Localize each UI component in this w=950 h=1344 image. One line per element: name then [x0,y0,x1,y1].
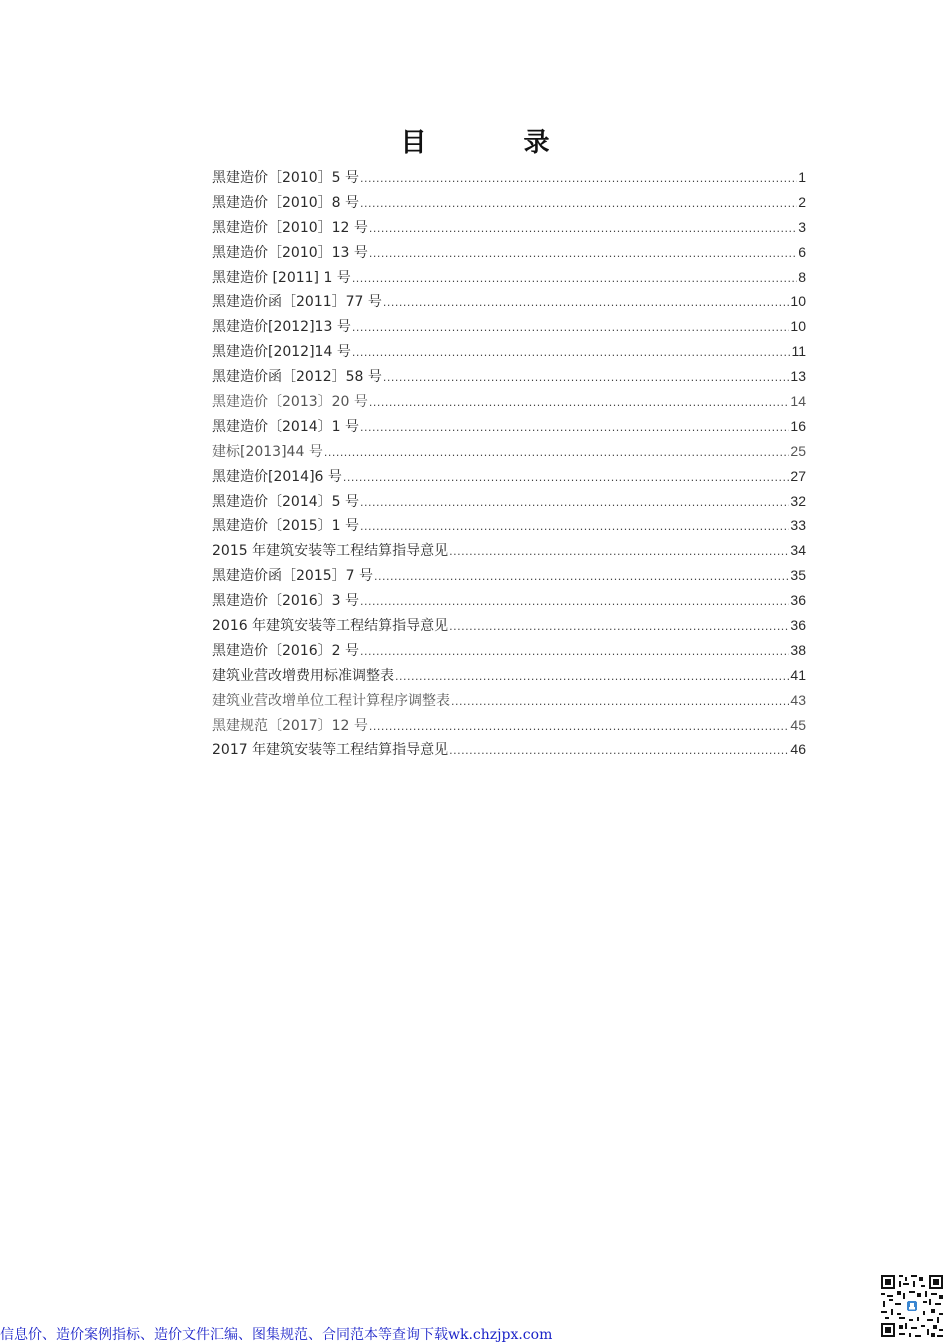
toc-dot-leader [360,192,797,217]
toc-dot-leader [360,640,789,665]
toc-entry-page: 14 [790,393,806,410]
toc-entry[interactable] [212,713,806,738]
toc-dot-leader [352,341,791,366]
toc-entry-page: 46 [790,741,806,758]
toc-entry-page: 1 [798,169,806,185]
toc-entry[interactable] [212,663,806,688]
toc-entry-label: 黑建造价〔2016〕3 号 [212,593,359,610]
toc-entry-label: 黑建规范〔2017〕12 号 [212,717,368,734]
toc-dot-leader [369,242,797,267]
toc-dot-leader [451,690,789,715]
toc-entry-page: 25 [790,442,806,459]
toc-entry-page: 43 [790,691,806,708]
toc-dot-leader [383,366,790,391]
toc-entry-label: 黑建造价[2012]13 号 [212,319,351,336]
toc-entry-label: 建筑业营改增费用标准调整表 [212,667,394,684]
toc-entry-label: 黑建造价[2014]6 号 [212,468,342,485]
toc-dot-leader [324,441,790,466]
toc-entry[interactable] [212,563,806,588]
toc-entry[interactable] [212,464,806,489]
toc-entry-page: 11 [791,343,806,360]
toc-dot-leader [352,267,797,292]
toc-entry[interactable] [212,513,806,538]
toc-entry[interactable] [212,165,806,190]
toc-dot-leader [449,739,789,764]
toc-entry[interactable] [212,289,806,314]
toc-entry[interactable] [212,215,806,240]
toc-entry-page: 10 [790,318,806,335]
toc-entry-page: 45 [790,716,806,733]
toc-dot-leader [449,540,789,565]
toc-entry-page: 6 [798,243,806,260]
toc-entry-page: 10 [790,293,806,310]
toc-entry[interactable] [212,688,806,713]
toc-entry-label: 黑建造价 [2011] 1 号 [212,269,351,286]
toc-entry-label: 黑建造价［2010］13 号 [212,244,368,261]
toc-dot-leader [369,715,790,740]
toc-dot-leader [360,167,797,192]
toc-entry[interactable] [212,314,806,339]
toc-entry[interactable] [212,240,806,265]
toc-dot-leader [352,316,790,341]
toc-entry-page: 8 [798,268,806,285]
toc-entry[interactable] [212,190,806,215]
toc-dot-leader [449,615,789,640]
toc-entry[interactable] [212,389,806,414]
toc-dot-leader [360,416,789,441]
toc-entry-label: 2016 年建筑安装等工程结算指导意见 [212,618,449,635]
table-of-contents [212,165,806,762]
toc-entry[interactable] [212,538,806,563]
toc-entry[interactable] [212,364,806,389]
toc-entry-label: 建标[2013]44 号 [212,443,323,460]
toc-dot-leader [343,466,790,491]
toc-entry-label: 2015 年建筑安装等工程结算指导意见 [212,543,449,560]
toc-entry[interactable] [212,613,806,638]
toc-entry-page: 3 [798,218,806,235]
toc-entry-label: 黑建造价〔2014〕1 号 [212,418,359,435]
toc-entry-page: 16 [790,417,806,434]
toc-entry-page: 36 [790,592,806,609]
toc-dot-leader [360,491,789,516]
toc-entry-page: 38 [790,641,806,658]
toc-entry-page: 35 [790,567,806,584]
toc-entry-label: 建筑业营改增单位工程计算程序调整表 [212,692,450,709]
page-title: 目 录 [400,128,594,158]
toc-entry[interactable] [212,265,806,290]
qr-code-icon [879,1273,945,1339]
toc-entry[interactable] [212,737,806,762]
toc-entry-page: 32 [790,492,806,509]
toc-entry-label: 黑建造价函［2015］7 号 [212,568,373,585]
toc-entry-page: 27 [790,467,806,484]
toc-dot-leader [369,217,797,242]
toc-dot-leader [369,391,790,416]
toc-dot-leader [395,665,789,690]
toc-entry-label: 黑建造价［2010］12 号 [212,219,368,236]
toc-entry-label: 黑建造价［2010］5 号 [212,170,359,186]
toc-dot-leader [383,291,790,316]
toc-entry-label: 黑建造价〔2013〕20 号 [212,394,368,411]
toc-entry[interactable] [212,638,806,663]
toc-entry-page: 36 [790,617,806,634]
toc-dot-leader [374,565,789,590]
toc-entry-label: 2017 年建筑安装等工程结算指导意见 [212,742,449,759]
toc-entry-page: 13 [790,368,806,385]
toc-entry-page: 2 [798,193,806,210]
toc-entry[interactable] [212,489,806,514]
footer-watermark-link[interactable]: 信息价、造价案例指标、造价文件汇编、图集规范、合同范本等查询下载wk.chzjpx.com [0,1327,553,1343]
toc-entry-label: 黑建造价[2012]14 号 [212,344,351,361]
toc-entry-label: 黑建造价［2010］8 号 [212,194,359,211]
toc-entry-label: 黑建造价〔2014〕5 号 [212,493,359,510]
toc-entry-page: 41 [790,666,806,683]
toc-entry-page: 34 [790,542,806,559]
toc-entry[interactable] [212,339,806,364]
toc-entry-label: 黑建造价〔2016〕2 号 [212,642,359,659]
toc-dot-leader [360,590,789,615]
toc-entry-label: 黑建造价函［2012］58 号 [212,369,382,386]
toc-entry[interactable] [212,414,806,439]
toc-entry[interactable] [212,439,806,464]
toc-dot-leader [360,515,789,540]
toc-entry-label: 黑建造价〔2015〕1 号 [212,518,359,535]
toc-entry-label: 黑建造价函［2011］77 号 [212,294,382,311]
toc-entry[interactable] [212,588,806,613]
toc-entry-page: 33 [790,517,806,534]
